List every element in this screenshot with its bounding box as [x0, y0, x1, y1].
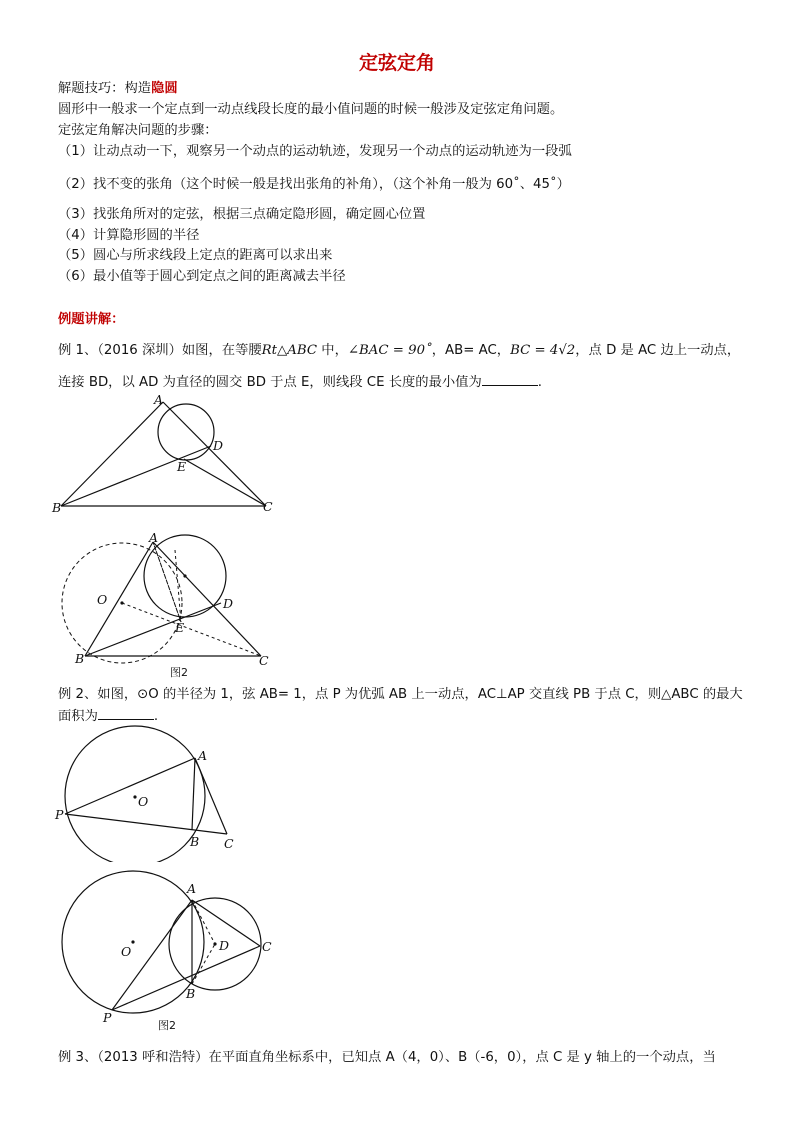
- fig2-dashed-ea: [153, 542, 181, 622]
- ex1-bc-length: BC = 4√2: [510, 343, 576, 358]
- fig2-side-ac: [153, 542, 261, 656]
- fig2-center-o: [120, 601, 123, 604]
- answer-blank: [482, 372, 538, 386]
- example-3-line-1: 例 3、（2013 呼和浩特）在平面直角坐标系中，已知点 A（4，0）、B（-6，0），点 C 是 y 轴上的一个动点，当: [58, 1050, 716, 1065]
- fig1-circle: [158, 404, 214, 460]
- fig3-center: [133, 795, 136, 798]
- figure-2: [55, 530, 285, 682]
- fig2-caption: 图2: [170, 666, 188, 679]
- step-6: （6）最小值等于圆心到定点之间的距离减去半径: [58, 269, 346, 284]
- ex2-period: .: [153, 709, 159, 724]
- fig4-label-o: O: [121, 944, 132, 959]
- fig3-segment-ab: [192, 758, 195, 830]
- ex1-question: 连接 BD，以 AD 为直径的圆交 BD 于点 E，则线段 CE 长度的最小值为: [58, 375, 482, 390]
- fig2-label-b: B: [75, 651, 85, 666]
- fig4-center-o: [131, 940, 134, 943]
- steps-heading: 定弦定角解决问题的步骤：: [58, 123, 218, 138]
- fig3-label-c: C: [224, 836, 234, 851]
- fig1-label-b: B: [52, 500, 62, 515]
- ex1-angle: ∠BAC = 90˚: [347, 343, 432, 358]
- fig3-label-p: P: [55, 807, 64, 822]
- fig4-label-c: C: [262, 939, 272, 954]
- fig3-label-b: B: [190, 834, 200, 849]
- fig1-segment-ce: [184, 459, 266, 506]
- fig2-label-e: E: [175, 620, 185, 635]
- fig1-side-ac: [163, 402, 266, 506]
- ex2-question: 面积为: [58, 709, 98, 724]
- fig1-side-ab: [61, 402, 163, 506]
- fig1-label-c: C: [263, 499, 273, 514]
- example-1-line-1: [58, 342, 740, 360]
- ex1-period: .: [537, 375, 543, 390]
- tip-label: 解题技巧：构造: [58, 81, 152, 96]
- step-2: （2）找不变的张角（这个时候一般是找出张角的补角），（这个补角一般为 60˚、45˚）: [58, 177, 570, 192]
- step-5: （5）圆心与所求线段上定点的距离可以求出来: [58, 248, 333, 263]
- figure-3: [50, 722, 250, 862]
- fig4-label-b: B: [186, 986, 196, 1001]
- fig1-label-e: E: [177, 459, 187, 474]
- fig3-circle: [65, 726, 208, 862]
- step-1: （1）让动点动一下，观察另一个动点的运动轨迹，发现另一个动点的运动轨迹为一段弧: [58, 144, 572, 159]
- fig1-segment-bd: [61, 446, 211, 506]
- step-4: （4）计算隐形圆的半径: [58, 228, 200, 243]
- fig4-caption: 图2: [158, 1019, 176, 1032]
- fig3-segment-pa: [65, 758, 195, 814]
- figure-4: [55, 866, 285, 1038]
- ex1-text-c: 中，: [317, 343, 348, 358]
- fig2-side-ab: [85, 542, 153, 656]
- fig2-label-d: D: [223, 596, 234, 611]
- tip-highlight: 隐圆: [151, 81, 178, 96]
- fig1-label-a: A: [154, 392, 164, 407]
- fig2-dashed-oc: [122, 603, 261, 656]
- example-2-line-1: 例 2、如图，⊙O 的半径为 1，弦 AB= 1，点 P 为优弧 AB 上一动点，AC⊥AP 交直线 PB 于点 C，则△ABC 的最大: [58, 687, 743, 702]
- fig3-segment-pc: [65, 814, 227, 834]
- ex1-triangle: Rt△ABC: [261, 343, 318, 358]
- fig2-label-a: A: [149, 530, 159, 545]
- fig4-label-a: A: [187, 881, 197, 896]
- step-3: （3）找张角所对的定弦，根据三点确定隐形圆，确定圆心位置: [58, 207, 426, 222]
- fig2-center-dot: [183, 574, 186, 577]
- fig2-label-o: O: [97, 592, 108, 607]
- page-title: 定弦定角: [358, 52, 435, 74]
- fig4-label-d: D: [219, 938, 230, 953]
- answer-blank-2: [98, 706, 154, 720]
- ex1-text-e: ，AB= AC，: [431, 343, 511, 358]
- fig4-center-d: [213, 942, 216, 945]
- fig3-label-a: A: [198, 748, 208, 763]
- ex1-text-g: ，点 D 是 AC 边上一动点，: [575, 343, 741, 358]
- examples-heading: 例题讲解：: [58, 312, 125, 327]
- tip-line: [58, 80, 178, 98]
- ex1-text-a: 例 1、（2016 深圳）如图，在等腰: [58, 343, 262, 358]
- intro-text: 圆形中一般求一个定点到一动点线段长度的最小值问题的时候一般涉及定弦定角问题。: [58, 102, 564, 117]
- fig1-label-d: D: [213, 438, 224, 453]
- fig2-label-c: C: [259, 653, 269, 668]
- fig2-segment-bd: [85, 603, 221, 656]
- fig4-label-p: P: [103, 1010, 112, 1025]
- figure-1: [50, 388, 290, 516]
- fig2-dashed-chord: [175, 550, 181, 622]
- fig3-label-o: O: [138, 794, 149, 809]
